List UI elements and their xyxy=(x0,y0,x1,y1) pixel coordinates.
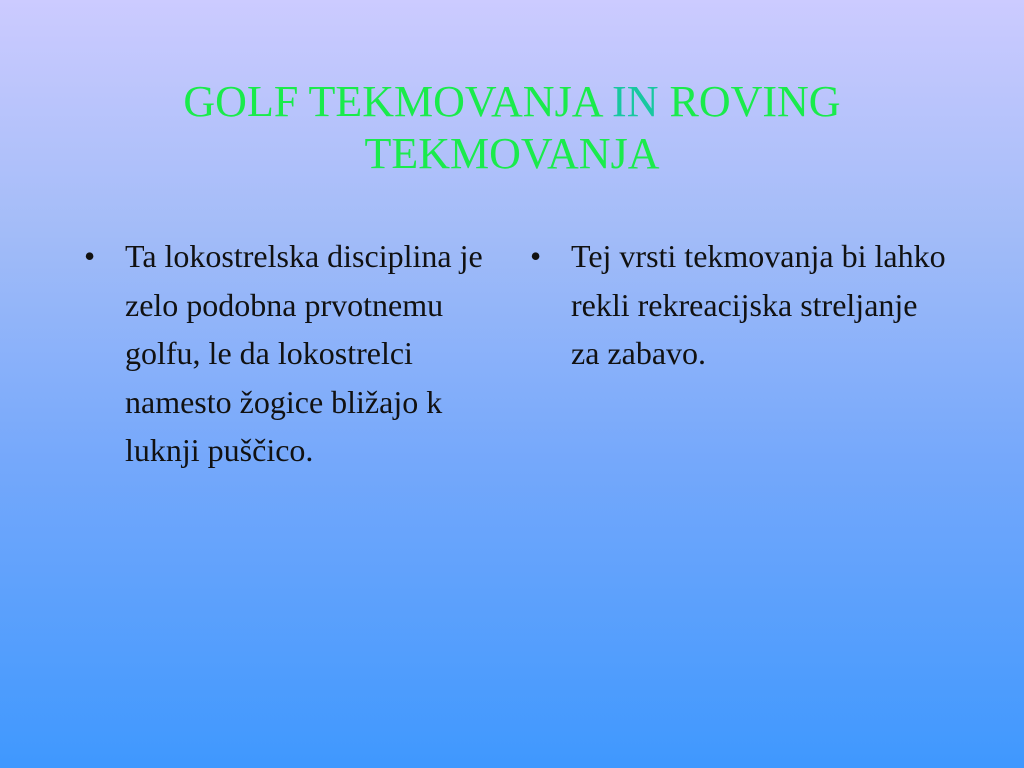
title-part-2: IN xyxy=(612,77,659,126)
bullet-item xyxy=(84,232,504,475)
left-column xyxy=(84,232,504,475)
title-part-1: GOLF TEKMOVANJA xyxy=(183,77,613,126)
slide-title xyxy=(60,76,964,180)
bullet-text: Ta lokostrelska disciplina je zelo podobna prvotnemu golfu, le da lokostrelci namesto žogice bližajo k luknji puščico. xyxy=(125,238,483,468)
bullet-icon: • xyxy=(84,238,96,274)
bullet-item xyxy=(530,232,950,378)
right-column xyxy=(530,232,950,378)
title-part-3: ROVING TEKMOVANJA xyxy=(364,77,841,178)
bullet-icon: • xyxy=(530,238,542,274)
bullet-text: Tej vrsti tekmovanja bi lahko rekli rekreacijska streljanje za zabavo. xyxy=(571,238,946,371)
